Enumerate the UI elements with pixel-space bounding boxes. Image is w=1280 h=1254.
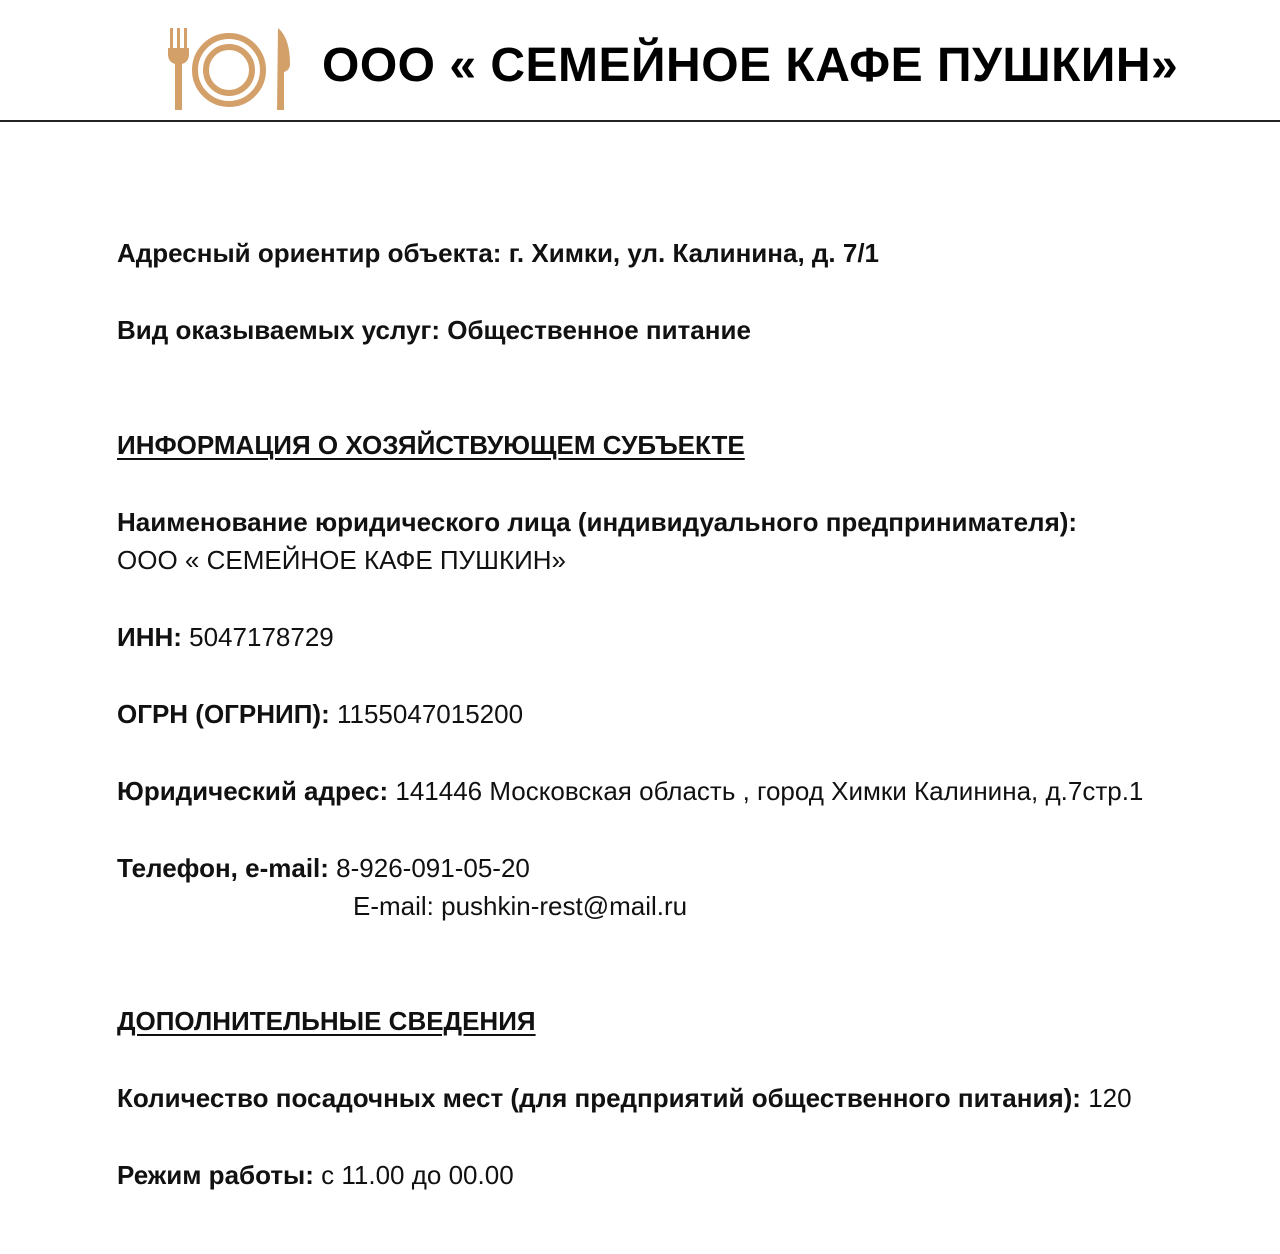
hours-row (117, 1159, 514, 1191)
entity-name-label: Наименование юридического лица (индивидуального предпринимателя): (117, 507, 1078, 537)
email-value: E-mail: pushkin-rest@mail.ru (353, 891, 688, 921)
inn-row (117, 621, 334, 653)
ogrn-label: ОГРН (ОГРНИП): (117, 699, 330, 729)
inn-value: 5047178729 (189, 622, 334, 652)
services-row (117, 314, 751, 346)
ogrn-row (117, 698, 523, 730)
legal-address-row (117, 775, 1143, 807)
fork-plate-knife-icon (164, 26, 294, 112)
extra-section-heading: ДОПОЛНИТЕЛЬНЫЕ СВЕДЕНИЯ (117, 1006, 536, 1036)
address-row (117, 237, 879, 269)
entity-section-heading: ИНФОРМАЦИЯ О ХОЗЯЙСТВУЮЩЕМ СУБЪЕКТЕ (117, 430, 745, 460)
address-label: Адресный ориентир объекта: (117, 238, 502, 268)
address-value: г. Химки, ул. Калинина, д. 7/1 (508, 238, 879, 268)
seats-label: Количество посадочных мест (для предприятий общественного питания): (117, 1083, 1081, 1113)
hours-label: Режим работы: (117, 1160, 314, 1190)
inn-label: ИНН: (117, 622, 182, 652)
contact-label: Телефон, e-mail: (117, 853, 329, 883)
company-title: ООО « СЕМЕЙНОЕ КАФЕ ПУШКИН» (322, 39, 1179, 92)
ogrn-value: 1155047015200 (336, 699, 524, 729)
legal-address-label: Юридический адрес: (117, 776, 389, 806)
hours-value: с 11.00 до 00.00 (321, 1160, 514, 1190)
phone-value: 8-926-091-05-20 (336, 853, 530, 883)
page-header (0, 0, 1280, 122)
seats-value: 120 (1088, 1083, 1132, 1113)
contact-row (117, 852, 530, 884)
services-label: Вид оказываемых услуг: (117, 315, 441, 345)
entity-name-value: ООО « СЕМЕЙНОЕ КАФЕ ПУШКИН» (117, 545, 567, 575)
services-value: Общественное питание (447, 315, 751, 345)
seats-row (117, 1082, 1132, 1114)
legal-address-value: 141446 Московская область , город Химки Калинина, д.7стр.1 (395, 776, 1144, 806)
